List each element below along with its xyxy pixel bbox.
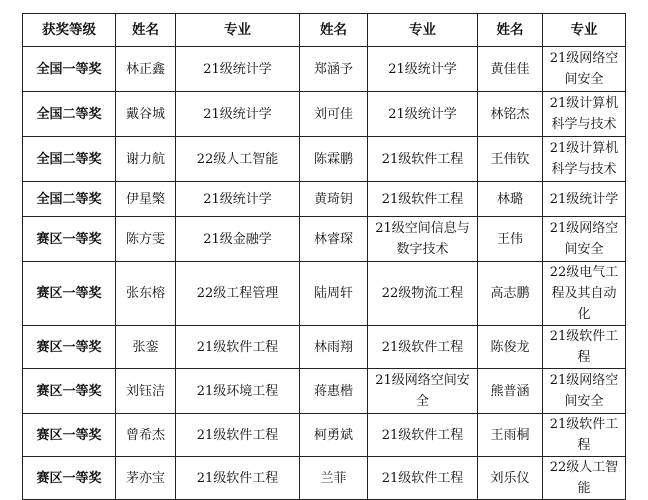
major-cell: 21级软件工程	[368, 182, 478, 217]
major-cell: 21级网络空间安全	[543, 47, 626, 92]
name-cell: 王伟钦	[478, 137, 543, 182]
major-cell: 21级计算机科学与技术	[543, 137, 626, 182]
header-major-3: 专业	[543, 14, 626, 47]
major-cell: 21级统计学	[176, 182, 300, 217]
name-cell: 陈霖鹏	[300, 137, 368, 182]
award-level-cell: 赛区一等奖	[23, 414, 116, 457]
major-cell: 22级人工智能	[176, 137, 300, 182]
name-cell: 林正鑫	[116, 47, 176, 92]
header-major-1: 专业	[176, 14, 300, 47]
major-cell: 21级网络空间安全	[543, 369, 626, 414]
award-level-cell: 全国二等奖	[23, 137, 116, 182]
major-cell: 21级统计学	[176, 92, 300, 137]
major-cell: 21级环境工程	[176, 369, 300, 414]
major-cell: 21级软件工程	[368, 457, 478, 500]
major-cell: 21级网络空间安全	[543, 217, 626, 262]
award-level-cell: 赛区一等奖	[23, 326, 116, 369]
award-level-cell: 赛区一等奖	[23, 369, 116, 414]
name-cell: 林璐	[478, 182, 543, 217]
major-cell: 21级统计学	[543, 182, 626, 217]
major-cell: 21级统计学	[176, 47, 300, 92]
major-cell: 22级工程管理	[176, 262, 300, 326]
table-row	[23, 369, 626, 414]
name-cell: 林雨翔	[300, 326, 368, 369]
header-name-1: 姓名	[116, 14, 176, 47]
name-cell: 高志鹏	[478, 262, 543, 326]
major-cell: 22级人工智能	[543, 457, 626, 500]
name-cell: 郑涵予	[300, 47, 368, 92]
major-cell: 21级计算机科学与技术	[543, 92, 626, 137]
major-cell: 21级软件工程	[543, 414, 626, 457]
awards-table-container	[22, 13, 625, 500]
major-cell: 21级软件工程	[176, 326, 300, 369]
name-cell: 陈俊龙	[478, 326, 543, 369]
header-major-2: 专业	[368, 14, 478, 47]
award-level-cell: 全国二等奖	[23, 92, 116, 137]
name-cell: 刘可佳	[300, 92, 368, 137]
name-cell: 伊星檠	[116, 182, 176, 217]
name-cell: 刘乐仪	[478, 457, 543, 500]
table-row	[23, 326, 626, 369]
header-award-level: 获奖等级	[23, 14, 116, 47]
major-cell: 21级统计学	[368, 47, 478, 92]
header-name-2: 姓名	[300, 14, 368, 47]
header-name-3: 姓名	[478, 14, 543, 47]
name-cell: 戴谷城	[116, 92, 176, 137]
award-level-cell: 全国二等奖	[23, 182, 116, 217]
name-cell: 曾希杰	[116, 414, 176, 457]
table-row	[23, 414, 626, 457]
name-cell: 林睿琛	[300, 217, 368, 262]
table-row	[23, 137, 626, 182]
name-cell: 茅亦宝	[116, 457, 176, 500]
table-row	[23, 457, 626, 500]
name-cell: 林铭杰	[478, 92, 543, 137]
major-cell: 22级电气工程及其自动化	[543, 262, 626, 326]
major-cell: 22级物流工程	[368, 262, 478, 326]
name-cell: 熊普涵	[478, 369, 543, 414]
table-header-row	[23, 14, 626, 47]
name-cell: 陆周轩	[300, 262, 368, 326]
name-cell: 蒋惠楷	[300, 369, 368, 414]
major-cell: 21级软件工程	[543, 326, 626, 369]
award-level-cell: 赛区一等奖	[23, 217, 116, 262]
major-cell: 21级空间信息与数字技术	[368, 217, 478, 262]
name-cell: 黄佳佳	[478, 47, 543, 92]
table-row	[23, 47, 626, 92]
major-cell: 21级软件工程	[368, 137, 478, 182]
name-cell: 刘钰洁	[116, 369, 176, 414]
name-cell: 陈方雯	[116, 217, 176, 262]
name-cell: 张东榕	[116, 262, 176, 326]
table-row	[23, 217, 626, 262]
name-cell: 张銮	[116, 326, 176, 369]
table-row	[23, 262, 626, 326]
major-cell: 21级软件工程	[368, 414, 478, 457]
award-level-cell: 赛区一等奖	[23, 262, 116, 326]
award-level-cell: 全国一等奖	[23, 47, 116, 92]
major-cell: 21级统计学	[368, 92, 478, 137]
award-level-cell: 赛区一等奖	[23, 457, 116, 500]
major-cell: 21级网络空间安全	[368, 369, 478, 414]
table-row	[23, 92, 626, 137]
name-cell: 柯勇斌	[300, 414, 368, 457]
major-cell: 21级软件工程	[176, 414, 300, 457]
major-cell: 21级软件工程	[176, 457, 300, 500]
table-row	[23, 182, 626, 217]
awards-table	[22, 13, 626, 500]
name-cell: 谢力航	[116, 137, 176, 182]
major-cell: 21级金融学	[176, 217, 300, 262]
name-cell: 王伟	[478, 217, 543, 262]
name-cell: 兰菲	[300, 457, 368, 500]
name-cell: 黄琦钥	[300, 182, 368, 217]
major-cell: 21级软件工程	[368, 326, 478, 369]
name-cell: 王雨桐	[478, 414, 543, 457]
